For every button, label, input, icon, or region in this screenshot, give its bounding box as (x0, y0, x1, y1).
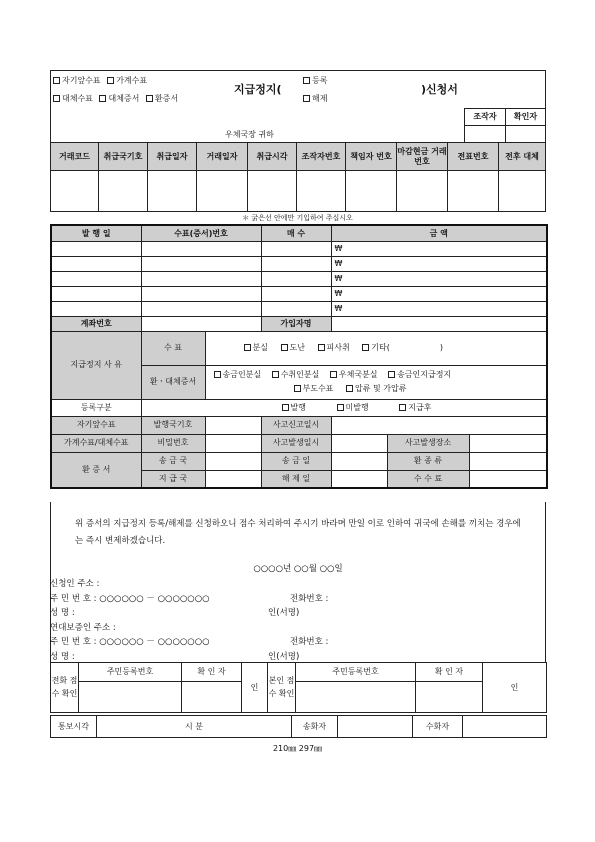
incident-time-label: 사고발생일시 (261, 434, 331, 452)
rrn-input[interactable] (296, 682, 416, 713)
checker-input[interactable] (182, 682, 242, 713)
order-type-label: 환 종 류 (387, 452, 469, 470)
send-office-input[interactable] (205, 452, 261, 470)
amount-cell[interactable]: ₩ (331, 256, 547, 271)
applicant-rrn: 주 민 번 호 : ○○○○○○ － ○○○○○○○ (50, 593, 210, 604)
order-type-input[interactable] (469, 452, 547, 470)
checkbox[interactable] (303, 77, 310, 84)
password-input[interactable] (205, 434, 261, 452)
cell-input[interactable] (51, 256, 141, 271)
checkbox[interactable] (362, 344, 369, 351)
guarantor-rrn: 주 민 번 호 : ○○○○○○ － ○○○○○○○ (50, 637, 210, 647)
checkbox[interactable] (53, 77, 60, 84)
confirmation-table (50, 662, 547, 713)
cell-input[interactable] (141, 241, 261, 256)
checker-label: 확인자 (506, 109, 546, 126)
register-option (303, 75, 327, 86)
sender-label: 송화자 (292, 716, 338, 738)
option-label: 피사취 (326, 343, 350, 353)
close-paren: ) (439, 343, 443, 353)
phone-confirm-label: 전화 점수 확인 (51, 663, 79, 713)
check-no-header: 수표(증서)번호 (141, 225, 261, 241)
seal-mark: 인 (242, 663, 268, 713)
cell-input[interactable] (448, 171, 499, 212)
signature-block (50, 577, 546, 664)
addressee: 우체국장 귀하 (225, 130, 274, 139)
cell-input[interactable] (499, 171, 546, 212)
cell-input[interactable] (141, 256, 261, 271)
paper-size: 210㎜ 297㎜ (272, 744, 323, 753)
guarantor-name: 성 명 : (50, 651, 75, 662)
cell-input[interactable] (51, 171, 99, 212)
cell-input[interactable] (141, 301, 261, 316)
cell-input[interactable] (51, 286, 141, 301)
receiver-label: 수화자 (413, 716, 463, 738)
cell-input[interactable] (261, 241, 331, 256)
option-label: 미발행 (345, 402, 369, 412)
incident-place-label: 사고발생장소 (387, 434, 469, 452)
checkbox[interactable] (388, 371, 395, 378)
self-confirm-label: 본인 점수 확인 (268, 663, 296, 713)
amount-cell[interactable]: ₩ (331, 241, 547, 256)
notify-time-label: 통보시각 (51, 716, 97, 738)
checkbox[interactable] (294, 385, 301, 392)
sender-input[interactable] (338, 716, 413, 738)
cell-input[interactable] (141, 286, 261, 301)
col-header: 취급일자 (148, 143, 197, 171)
checkbox[interactable] (214, 371, 221, 378)
incident-place-input[interactable] (469, 434, 547, 452)
checkbox[interactable] (282, 404, 289, 411)
cell-input[interactable] (51, 301, 141, 316)
applicant-seal: 인(서명) (268, 608, 300, 618)
guarantor-phone: 전화번호 : (290, 637, 329, 647)
incident-time-input[interactable] (331, 434, 387, 452)
reason-label: 지급정지 사 유 (51, 331, 141, 399)
checkbox[interactable] (244, 344, 251, 351)
reason-check-label: 수 표 (141, 331, 205, 365)
option-label: 우체국분실 (338, 370, 378, 380)
form-header (50, 70, 546, 142)
amount-header: 금 액 (331, 225, 547, 241)
option-label: 압류 및 가압류 (354, 384, 407, 393)
account-label: 계좌번호 (51, 316, 141, 331)
option-label: 해제 (312, 94, 328, 103)
option-label: 등록 (312, 76, 328, 85)
money-order-label: 환 증 서 (51, 452, 141, 488)
checkbox[interactable] (346, 385, 353, 392)
check-type-row2 (53, 93, 178, 104)
guarantor-address: 연대보증인 주소 : (50, 622, 116, 633)
issuer-code-input[interactable] (205, 416, 261, 434)
checkbox[interactable] (318, 344, 325, 351)
option-label: 도난 (289, 343, 305, 353)
release-option (303, 93, 327, 104)
checkbox[interactable] (272, 371, 279, 378)
cell-input[interactable] (261, 286, 331, 301)
transaction-table (50, 142, 546, 212)
cell-input[interactable] (248, 171, 297, 212)
release-date-label: 해 제 일 (261, 470, 331, 488)
col-header: 마감현금 거래번호 (397, 143, 448, 171)
signoff-table (464, 108, 546, 143)
household-check-label: 가계수표/대체수표 (51, 434, 141, 452)
option-label: 가계수표 (116, 76, 148, 85)
count-header: 매 수 (261, 225, 331, 241)
reason-transfer-label: 환ㆍ대체증서 (141, 365, 205, 399)
cell-input[interactable] (197, 171, 248, 212)
checker-header: 확 인 자 (416, 663, 483, 682)
send-office-label: 송 금 국 (141, 452, 205, 470)
option-label: 환증서 (154, 94, 179, 103)
issue-date-header: 발 행 일 (51, 225, 141, 241)
issuer-code-label: 발행국기호 (141, 416, 205, 434)
col-header: 조작자번호 (297, 143, 346, 171)
applicant-phone: 전화번호 : (290, 593, 329, 604)
reg-type-options (141, 399, 547, 416)
reg-type-label: 등록구분 (51, 399, 141, 416)
cell-input[interactable] (261, 271, 331, 286)
rrn-header: 주민등록번호 (296, 663, 416, 682)
checkbox[interactable] (303, 95, 310, 102)
checker-input[interactable] (416, 682, 483, 713)
notify-time-input[interactable]: 시 분 (97, 716, 292, 738)
form-title-suffix: )신청서 (421, 83, 458, 96)
checkbox[interactable] (99, 95, 106, 102)
member-input[interactable] (331, 316, 547, 331)
guarantor-seal: 인(서명) (268, 651, 300, 662)
option-label: 기타( (371, 343, 390, 353)
release-date-input[interactable] (331, 470, 387, 488)
instruction-note: ＊ 굵은선 안에만 기입하여 주십시오 (242, 214, 353, 222)
rrn-header: 주민등록번호 (79, 663, 182, 682)
rrn-input[interactable] (79, 682, 182, 713)
pay-office-input[interactable] (205, 470, 261, 488)
cell-input[interactable] (261, 301, 331, 316)
password-label: 비밀번호 (141, 434, 205, 452)
checkbox[interactable] (107, 77, 114, 84)
check-reasons (205, 331, 547, 365)
checkbox[interactable] (281, 344, 288, 351)
fee-input[interactable] (469, 470, 547, 488)
col-header: 전후 대체 (499, 143, 546, 171)
incident-report-input[interactable] (331, 416, 547, 434)
col-header: 책임자 번호 (346, 143, 397, 171)
cell-input[interactable] (99, 171, 148, 212)
checkbox[interactable] (146, 95, 153, 102)
member-label: 가입자명 (261, 316, 331, 331)
applicant-address: 신청인 주소 : (50, 579, 100, 589)
col-header: 전표번호 (448, 143, 499, 171)
statement-date: ○○○○년 ○○월 ○○일 (253, 564, 343, 574)
checker-sign[interactable] (506, 126, 546, 143)
option-label: 부도수표 (302, 384, 334, 393)
cell-input[interactable] (261, 256, 331, 271)
cell-input[interactable] (141, 271, 261, 286)
seal-mark: 인 (483, 663, 547, 713)
col-header: 거래일자 (197, 143, 248, 171)
maker-label: 조작자 (465, 109, 506, 126)
amount-cell[interactable]: ₩ (331, 301, 547, 316)
option-label: 자기앞수표 (62, 76, 101, 85)
option-label: 송금인지급정지 (397, 370, 452, 380)
cell-input[interactable] (51, 241, 141, 256)
receiver-input[interactable] (463, 716, 547, 738)
option-label: 송금인분실 (222, 370, 262, 380)
pay-office-label: 지 급 국 (141, 470, 205, 488)
amount-cell[interactable]: ₩ (331, 271, 547, 286)
main-form-table (50, 224, 548, 489)
transfer-reasons (205, 365, 547, 399)
col-header: 거래코드 (51, 143, 99, 171)
applicant-name: 성 명 : (50, 608, 75, 618)
cell-input[interactable] (148, 171, 197, 212)
cell-input[interactable] (51, 271, 141, 286)
col-header: 취급시각 (248, 143, 297, 171)
notify-table (50, 715, 547, 738)
cell-input[interactable] (397, 171, 448, 212)
checker-header: 확 인 자 (182, 663, 242, 682)
checkbox[interactable] (330, 371, 337, 378)
send-date-label: 송 금 일 (261, 452, 331, 470)
fee-label: 수 수 료 (387, 470, 469, 488)
form-title: 지급정지( (234, 83, 282, 96)
maker-sign[interactable] (465, 126, 506, 143)
account-input[interactable] (141, 316, 261, 331)
amount-cell[interactable]: ₩ (331, 286, 547, 301)
col-header: 취급국기호 (99, 143, 148, 171)
cashier-check-label: 자기앞수표 (51, 416, 141, 434)
option-label: 발행 (290, 402, 306, 412)
checkbox[interactable] (53, 95, 60, 102)
send-date-input[interactable] (331, 452, 387, 470)
incident-report-label: 사고신고일시 (261, 416, 331, 434)
option-label: 대체증서 (108, 94, 140, 103)
checkbox[interactable] (337, 404, 344, 411)
cell-input[interactable] (346, 171, 397, 212)
option-label: 대체수표 (62, 94, 93, 103)
option-label: 수취인분실 (280, 370, 320, 380)
option-label: 분실 (252, 343, 268, 353)
check-type-row1 (53, 75, 147, 86)
statement-text: 위 증서의 지급정지 등록/해제를 신청하오니 점수 처리하여 주시기 바라며 만일 이로 인하여 귀국에 손해를 끼치는 경우에는 즉시 변제하겠습니다. (75, 519, 521, 546)
checkbox[interactable] (399, 404, 406, 411)
cell-input[interactable] (297, 171, 346, 212)
option-label: 지급후 (408, 402, 432, 412)
